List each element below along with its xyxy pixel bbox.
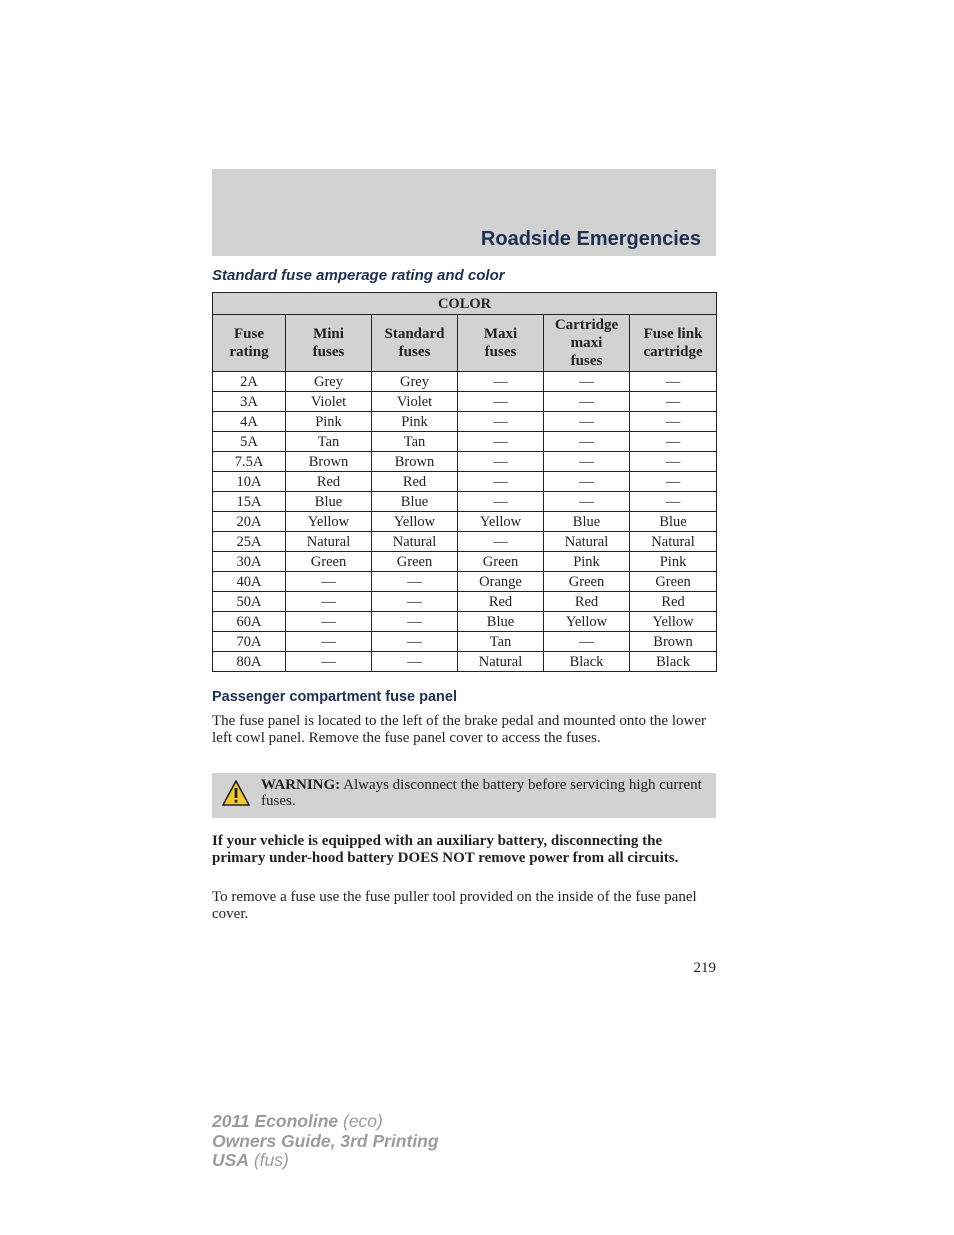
page-header-title: Roadside Emergencies	[480, 228, 701, 250]
table-row	[213, 432, 717, 452]
header-band	[212, 169, 716, 256]
table-row	[213, 452, 717, 472]
column-header-line: Maxi	[483, 326, 518, 342]
table-row	[213, 492, 717, 512]
footer-guide: Owners Guide, 3rd Printing	[212, 1130, 439, 1151]
table-row	[213, 472, 717, 492]
table-cell: Grey	[286, 372, 372, 392]
table-cell: Brown	[630, 632, 717, 652]
table-body	[213, 372, 717, 672]
column-header-line: cartridge	[643, 344, 703, 360]
table-cell: Yellow	[286, 512, 372, 532]
table-cell: 3A	[213, 392, 286, 412]
table-cell: —	[458, 532, 544, 552]
table-cell: —	[458, 372, 544, 392]
table-cell: 20A	[213, 512, 286, 532]
footer-model-code: (eco)	[338, 1111, 383, 1131]
table-cell: Natural	[630, 532, 717, 552]
table-cell: —	[630, 392, 717, 412]
warning-message: Always disconnect the battery before servicing high current fuses.	[261, 777, 702, 810]
table-cell: Red	[630, 592, 717, 612]
table-cell: —	[630, 412, 717, 432]
table-cell: Natural	[372, 532, 458, 552]
table-cell: —	[372, 652, 458, 672]
table-cell: Blue	[372, 492, 458, 512]
table-cell: Blue	[630, 512, 717, 532]
table-cell: Green	[544, 572, 630, 592]
table-cell: Brown	[286, 452, 372, 472]
table-row	[213, 412, 717, 432]
table-cell: 5A	[213, 432, 286, 452]
table-cell: —	[630, 432, 717, 452]
table-cell: —	[286, 572, 372, 592]
column-header-line: rating	[229, 344, 269, 360]
table-cell: —	[458, 432, 544, 452]
table-cell: —	[544, 392, 630, 412]
table-cell: —	[286, 612, 372, 632]
table-cell: 10A	[213, 472, 286, 492]
table-cell: Violet	[372, 392, 458, 412]
table-cell: —	[544, 372, 630, 392]
table-cell: Brown	[372, 452, 458, 472]
fuse-removal-paragraph: To remove a fuse use the fuse puller tool provided on the inside of the fuse panel cover.	[212, 889, 697, 922]
table-cell: Pink	[372, 412, 458, 432]
column-header-line: fuses	[312, 344, 345, 360]
table-cell: Yellow	[630, 612, 717, 632]
column-header-line: fuses	[398, 344, 431, 360]
table-cell: Natural	[544, 532, 630, 552]
column-header-line: maxi	[570, 335, 603, 351]
table-cell: —	[630, 372, 717, 392]
table-row	[213, 512, 717, 532]
table-cell: —	[372, 592, 458, 612]
table-cell: 4A	[213, 412, 286, 432]
table-cell: —	[458, 392, 544, 412]
table-cell: —	[544, 452, 630, 472]
table-row	[213, 372, 717, 392]
column-header-line: Standard	[384, 326, 445, 342]
table-cell: —	[630, 452, 717, 472]
table-cell: Black	[630, 652, 717, 672]
warning-label: WARNING:	[261, 777, 341, 793]
table-cell: —	[544, 472, 630, 492]
table-cell: —	[458, 492, 544, 512]
table-cell: —	[544, 432, 630, 452]
warning-box	[212, 773, 716, 818]
table-cell: 80A	[213, 652, 286, 672]
column-header-line: Mini	[313, 326, 344, 342]
table-cell: Blue	[458, 612, 544, 632]
section-title: Standard fuse amperage rating and color	[212, 267, 505, 284]
table-cell: 25A	[213, 532, 286, 552]
table-cell: Yellow	[458, 512, 544, 532]
warning-text	[261, 777, 709, 810]
fuse-panel-location-paragraph: The fuse panel is located to the left of the brake pedal and mounted onto the lower left cowl panel. Remove the fuse panel cover to access the fuses.	[212, 713, 706, 746]
table-row	[213, 592, 717, 612]
table-row	[213, 572, 717, 592]
column-header-line: fuses	[570, 353, 603, 369]
table-cell: —	[286, 632, 372, 652]
table-cell: Pink	[630, 552, 717, 572]
table-cell: —	[286, 592, 372, 612]
table-cell: 30A	[213, 552, 286, 572]
table-cell: Grey	[372, 372, 458, 392]
column-header	[630, 315, 717, 372]
table-cell: Red	[458, 592, 544, 612]
table-cell: Natural	[286, 532, 372, 552]
table-cell: —	[544, 412, 630, 432]
table-cell: —	[544, 632, 630, 652]
table-cell: Pink	[544, 552, 630, 572]
table-row	[213, 532, 717, 552]
footer-model: 2011 Econoline	[212, 1111, 339, 1131]
table-row	[213, 632, 717, 652]
table-cell: 2A	[213, 372, 286, 392]
table-cell: Blue	[544, 512, 630, 532]
table-cell: Red	[286, 472, 372, 492]
table-cell: Blue	[286, 492, 372, 512]
footer	[212, 1112, 439, 1171]
table-row	[213, 612, 717, 632]
table-row	[213, 552, 717, 572]
table-cell: Yellow	[372, 512, 458, 532]
table-row	[213, 392, 717, 412]
table-cell: Green	[458, 552, 544, 572]
table-cell: 70A	[213, 632, 286, 652]
column-header-line: fuses	[484, 344, 517, 360]
table-cell: Red	[544, 592, 630, 612]
table-cell: Green	[286, 552, 372, 572]
footer-line-1	[212, 1112, 439, 1132]
warning-triangle-icon	[221, 779, 251, 807]
page-number: 219	[693, 960, 716, 976]
table-cell: 15A	[213, 492, 286, 512]
table-cell: Tan	[458, 632, 544, 652]
column-header	[286, 315, 372, 372]
auxiliary-battery-notice: If your vehicle is equipped with an auxiliary battery, disconnecting the primary under-hood battery DOES NOT remove power from all circuits.	[212, 833, 679, 866]
table-cell: —	[630, 472, 717, 492]
fuse-color-table	[212, 292, 717, 672]
table-cell: Pink	[286, 412, 372, 432]
table-cell: Yellow	[544, 612, 630, 632]
table-cell: —	[458, 452, 544, 472]
column-header	[544, 315, 630, 372]
table-cell: Natural	[458, 652, 544, 672]
table-cell: Black	[544, 652, 630, 672]
table-cell: Orange	[458, 572, 544, 592]
footer-line-2	[212, 1132, 439, 1152]
column-header-line: Cartridge	[554, 317, 619, 333]
table-cell: 40A	[213, 572, 286, 592]
column-header	[372, 315, 458, 372]
column-header-row	[213, 315, 717, 372]
table-cell: 60A	[213, 612, 286, 632]
table-cell: Green	[630, 572, 717, 592]
footer-market-code: (fus)	[248, 1150, 289, 1170]
table-cell: —	[372, 572, 458, 592]
column-header-line: Fuse link	[643, 326, 703, 342]
table-cell: Violet	[286, 392, 372, 412]
table-cell: Red	[372, 472, 458, 492]
fuse-panel-subheading: Passenger compartment fuse panel	[212, 689, 457, 705]
column-header	[458, 315, 544, 372]
table-cell: —	[372, 632, 458, 652]
table-row	[213, 652, 717, 672]
table-cell: Tan	[372, 432, 458, 452]
table-cell: —	[630, 492, 717, 512]
footer-market: USA	[212, 1150, 249, 1170]
table-cell: —	[544, 492, 630, 512]
table-cell: Tan	[286, 432, 372, 452]
color-group-header: COLOR	[213, 293, 717, 315]
column-header	[213, 315, 286, 372]
table-cell: —	[458, 472, 544, 492]
column-header-line: Fuse	[234, 326, 264, 342]
table-cell: 7.5A	[213, 452, 286, 472]
table-cell: —	[372, 612, 458, 632]
table-cell: —	[458, 412, 544, 432]
table-cell: 50A	[213, 592, 286, 612]
table-cell: Green	[372, 552, 458, 572]
table-cell: —	[286, 652, 372, 672]
footer-line-3	[212, 1151, 439, 1171]
